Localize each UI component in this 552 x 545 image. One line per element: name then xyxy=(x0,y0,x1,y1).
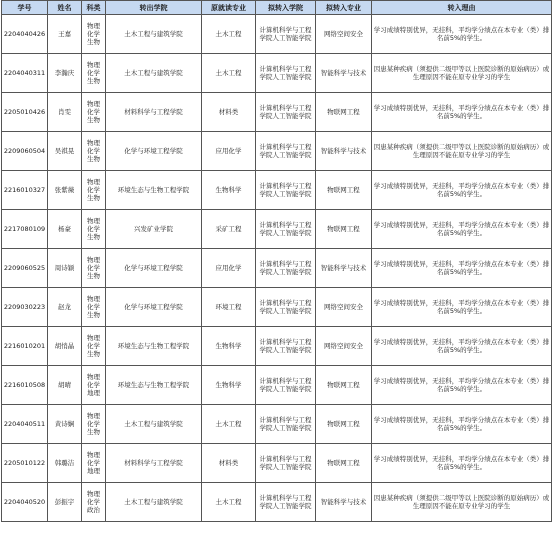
cell-to-major: 物联网工程 xyxy=(316,93,372,132)
cell-reason: 学习成绩特别优异，无挂科，平均学分绩点在本专业（类）排名前5%的学生。 xyxy=(372,405,552,444)
cell-from-college: 化学与环境工程学院 xyxy=(106,288,202,327)
cell-student-id: 2217080109 xyxy=(2,210,48,249)
cell-reason: 因患某种疾病（须提供二级甲等以上医院诊断的原始病历）或生理原因不能在原专业学习的学生 xyxy=(372,54,552,93)
table-row xyxy=(2,366,552,405)
cell-original-major: 环境工程 xyxy=(202,288,256,327)
table-row xyxy=(2,444,552,483)
cell-to-college: 计算机科学与工程学院人工智能学院 xyxy=(256,249,316,288)
cell-from-college: 土木工程与建筑学院 xyxy=(106,15,202,54)
transfer-student-table xyxy=(1,0,552,522)
cell-reason: 学习成绩特别优异，无挂科，平均学分绩点在本专业（类）排名前5%的学生。 xyxy=(372,171,552,210)
cell-to-college: 计算机科学与工程学院人工智能学院 xyxy=(256,483,316,522)
cell-reason: 学习成绩特别优异，无挂科，平均学分绩点在本专业（类）排名前5%的学生。 xyxy=(372,249,552,288)
table-row xyxy=(2,15,552,54)
table-row xyxy=(2,93,552,132)
cell-subject-category: 物理 化学 生物 xyxy=(82,327,106,366)
cell-subject-category: 物理 化学 生物 xyxy=(82,288,106,327)
cell-reason: 学习成绩特别优异，无挂科，平均学分绩点在本专业（类）排名前5%的学生。 xyxy=(372,93,552,132)
cell-original-major: 土木工程 xyxy=(202,15,256,54)
cell-original-major: 应用化学 xyxy=(202,249,256,288)
cell-reason: 因患某种疾病（须提供二级甲等以上医院诊断的原始病历）或生理原因不能在原专业学习的学生 xyxy=(372,132,552,171)
cell-to-major: 物联网工程 xyxy=(316,171,372,210)
cell-subject-category: 物理 化学 生物 xyxy=(82,210,106,249)
cell-from-college: 土木工程与建筑学院 xyxy=(106,54,202,93)
header-name: 姓名 xyxy=(48,1,82,15)
cell-from-college: 化学与环境工程学院 xyxy=(106,132,202,171)
header-student-id: 学号 xyxy=(2,1,48,15)
cell-to-major: 物联网工程 xyxy=(316,210,372,249)
cell-to-college: 计算机科学与工程学院人工智能学院 xyxy=(256,444,316,483)
cell-from-college: 环境生态与生物工程学院 xyxy=(106,366,202,405)
cell-from-college: 环境生态与生物工程学院 xyxy=(106,171,202,210)
cell-to-college: 计算机科学与工程学院人工智能学院 xyxy=(256,15,316,54)
cell-from-college: 材料科学与工程学院 xyxy=(106,444,202,483)
cell-original-major: 土木工程 xyxy=(202,54,256,93)
cell-to-major: 网络空间安全 xyxy=(316,15,372,54)
cell-from-college: 环境生态与生物工程学院 xyxy=(106,327,202,366)
cell-student-id: 2204040511 xyxy=(2,405,48,444)
cell-from-college: 土木工程与建筑学院 xyxy=(106,483,202,522)
cell-to-college: 计算机科学与工程学院人工智能学院 xyxy=(256,54,316,93)
cell-student-id: 2216010327 xyxy=(2,171,48,210)
header-reason: 转入理由 xyxy=(372,1,552,15)
table-row xyxy=(2,249,552,288)
cell-student-id: 2204040426 xyxy=(2,15,48,54)
cell-to-college: 计算机科学与工程学院人工智能学院 xyxy=(256,93,316,132)
cell-to-college: 计算机科学与工程学院人工智能学院 xyxy=(256,366,316,405)
cell-student-id: 2209060504 xyxy=(2,132,48,171)
cell-subject-category: 物理 化学 生物 xyxy=(82,132,106,171)
cell-student-id: 2216010201 xyxy=(2,327,48,366)
header-from-college: 转出学院 xyxy=(106,1,202,15)
cell-original-major: 生物科学 xyxy=(202,171,256,210)
cell-to-major: 智能科学与技术 xyxy=(316,249,372,288)
cell-reason: 学习成绩特别优异，无挂科，平均学分绩点在本专业（类）排名前5%的学生。 xyxy=(372,444,552,483)
cell-to-college: 计算机科学与工程学院人工智能学院 xyxy=(256,327,316,366)
table-row xyxy=(2,54,552,93)
cell-student-id: 2209060525 xyxy=(2,249,48,288)
header-row xyxy=(2,1,552,15)
cell-from-college: 兴发矿业学院 xyxy=(106,210,202,249)
cell-to-major: 智能科学与技术 xyxy=(316,483,372,522)
cell-subject-category: 物理 化学 生物 xyxy=(82,54,106,93)
cell-name: 李瀚庆 xyxy=(48,54,82,93)
cell-student-id: 2204040520 xyxy=(2,483,48,522)
cell-reason: 学习成绩特别优异，无挂科，平均学分绩点在本专业（类）排名前5%的学生。 xyxy=(372,288,552,327)
cell-original-major: 土木工程 xyxy=(202,405,256,444)
table-row xyxy=(2,288,552,327)
cell-subject-category: 物理 化学 生物 xyxy=(82,405,106,444)
cell-from-college: 土木工程与建筑学院 xyxy=(106,405,202,444)
cell-name: 周诗颖 xyxy=(48,249,82,288)
cell-subject-category: 物理 化学 地理 xyxy=(82,366,106,405)
cell-original-major: 采矿工程 xyxy=(202,210,256,249)
cell-name: 胡悄晶 xyxy=(48,327,82,366)
table-row xyxy=(2,483,552,522)
table-row xyxy=(2,405,552,444)
cell-to-college: 计算机科学与工程学院人工智能学院 xyxy=(256,288,316,327)
cell-name: 彭振宇 xyxy=(48,483,82,522)
cell-subject-category: 物理 化学 生物 xyxy=(82,15,106,54)
header-subject-category: 科类 xyxy=(82,1,106,15)
cell-subject-category: 物理 化学 地理 xyxy=(82,444,106,483)
table-row xyxy=(2,210,552,249)
cell-to-major: 网络空间安全 xyxy=(316,288,372,327)
cell-original-major: 生物科学 xyxy=(202,366,256,405)
cell-name: 张紫薇 xyxy=(48,171,82,210)
cell-name: 胡晴 xyxy=(48,366,82,405)
cell-to-major: 智能科学与技术 xyxy=(316,54,372,93)
cell-to-major: 物联网工程 xyxy=(316,444,372,483)
cell-original-major: 材料类 xyxy=(202,93,256,132)
cell-to-major: 网络空间安全 xyxy=(316,327,372,366)
cell-student-id: 2205010426 xyxy=(2,93,48,132)
cell-name: 赵龙 xyxy=(48,288,82,327)
cell-subject-category: 物理 化学 生物 xyxy=(82,249,106,288)
header-to-college: 拟转入学院 xyxy=(256,1,316,15)
cell-name: 韩璐洁 xyxy=(48,444,82,483)
cell-reason: 因患某种疾病（须提供二级甲等以上医院诊断的原始病历）或生理原因不能在原专业学习的学生 xyxy=(372,483,552,522)
cell-student-id: 2205010122 xyxy=(2,444,48,483)
cell-name: 杨豪 xyxy=(48,210,82,249)
cell-from-college: 材料科学与工程学院 xyxy=(106,93,202,132)
table-row xyxy=(2,132,552,171)
cell-name: 王嘉 xyxy=(48,15,82,54)
cell-name: 黄诗娴 xyxy=(48,405,82,444)
cell-student-id: 2209030223 xyxy=(2,288,48,327)
cell-reason: 学习成绩特别优异，无挂科，平均学分绩点在本专业（类）排名前5%的学生。 xyxy=(372,366,552,405)
cell-reason: 学习成绩特别优异，无挂科，平均学分绩点在本专业（类）排名前5%的学生。 xyxy=(372,15,552,54)
cell-to-college: 计算机科学与工程学院人工智能学院 xyxy=(256,132,316,171)
cell-student-id: 2204040311 xyxy=(2,54,48,93)
cell-name: 肖雯 xyxy=(48,93,82,132)
cell-to-major: 物联网工程 xyxy=(316,366,372,405)
cell-original-major: 应用化学 xyxy=(202,132,256,171)
cell-from-college: 化学与环境工程学院 xyxy=(106,249,202,288)
cell-subject-category: 物理 化学 政治 xyxy=(82,483,106,522)
cell-original-major: 生物科学 xyxy=(202,327,256,366)
cell-student-id: 2216010508 xyxy=(2,366,48,405)
header-original-major: 原就读专业 xyxy=(202,1,256,15)
table-row xyxy=(2,171,552,210)
cell-subject-category: 物理 化学 生物 xyxy=(82,171,106,210)
cell-name: 吴祺晃 xyxy=(48,132,82,171)
cell-original-major: 土木工程 xyxy=(202,483,256,522)
cell-to-college: 计算机科学与工程学院人工智能学院 xyxy=(256,405,316,444)
cell-to-major: 物联网工程 xyxy=(316,405,372,444)
cell-to-college: 计算机科学与工程学院人工智能学院 xyxy=(256,171,316,210)
header-to-major: 拟转入专业 xyxy=(316,1,372,15)
cell-reason: 学习成绩特别优异，无挂科，平均学分绩点在本专业（类）排名前5%的学生。 xyxy=(372,327,552,366)
cell-reason: 学习成绩特别优异，无挂科，平均学分绩点在本专业（类）排名前5%的学生。 xyxy=(372,210,552,249)
cell-to-college: 计算机科学与工程学院人工智能学院 xyxy=(256,210,316,249)
cell-to-major: 智能科学与技术 xyxy=(316,132,372,171)
table-row xyxy=(2,327,552,366)
cell-subject-category: 物理 化学 生物 xyxy=(82,93,106,132)
cell-original-major: 材料类 xyxy=(202,444,256,483)
